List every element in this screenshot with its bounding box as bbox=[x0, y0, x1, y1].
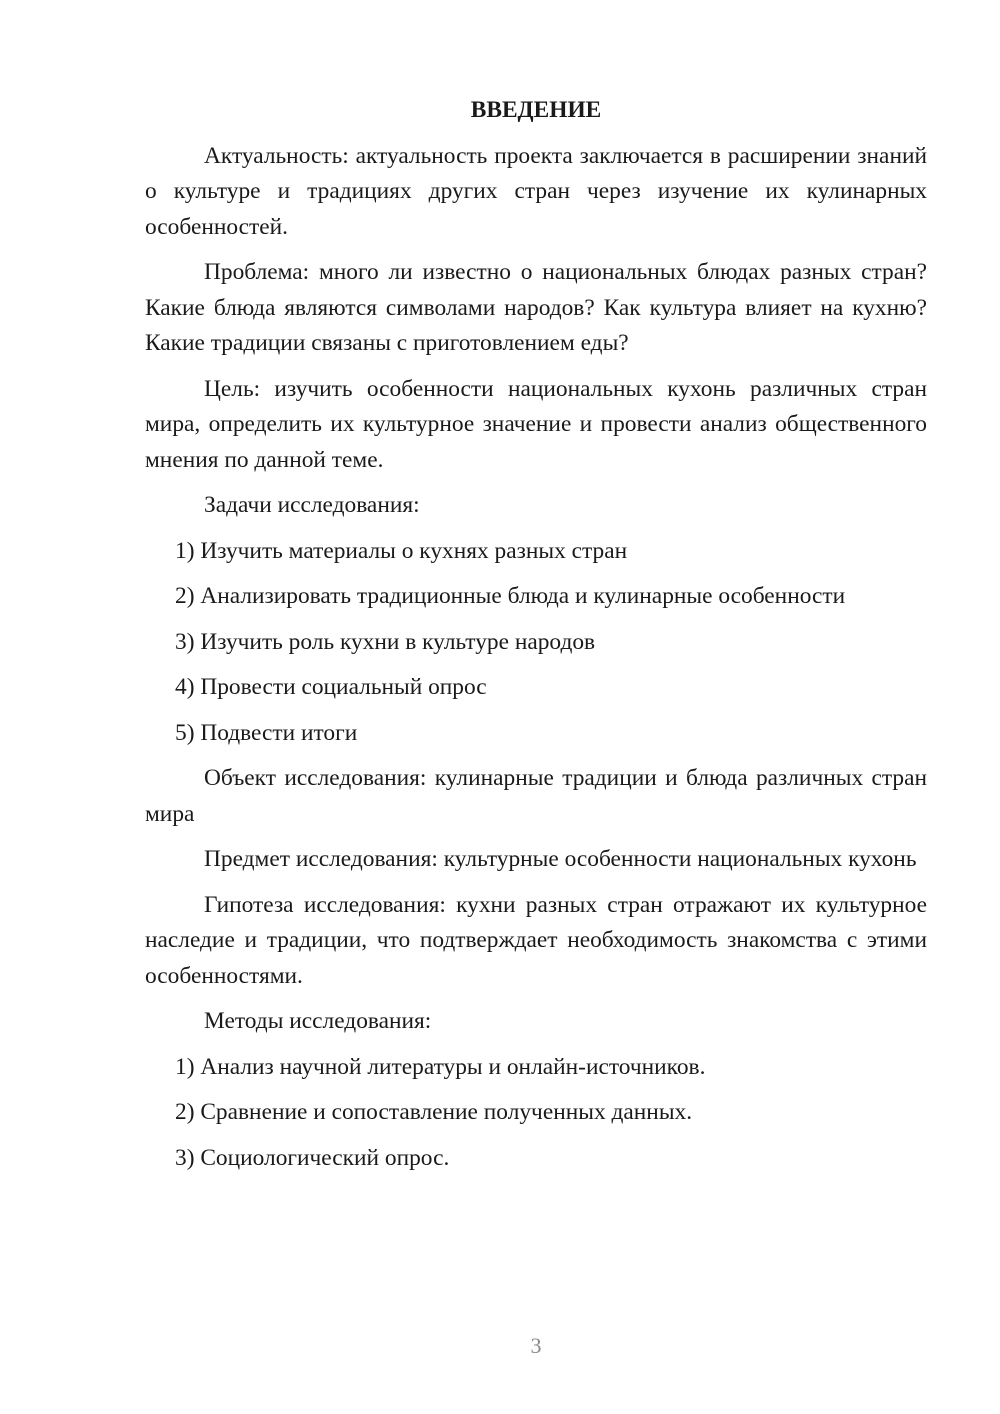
list-item: 2) Сравнение и сопоставление полученных данных. bbox=[175, 1099, 693, 1125]
subject-paragraph: Предмет исследования: культурные особенности национальных кухонь bbox=[204, 846, 917, 872]
list-item: 4) Провести социальный опрос bbox=[175, 674, 487, 700]
section-title: ВВЕДЕНИЕ bbox=[470, 97, 602, 123]
list-item: 3) Социологический опрос. bbox=[175, 1144, 450, 1171]
page-content bbox=[145, 93, 927, 1186]
hypothesis-paragraph: Гипотеза исследования: кухни разных стран отражают их культурное наследие и традиции, что подтверждает необходимость знакомства с этими особенностями. bbox=[145, 891, 927, 989]
list-item: 3) Изучить роль кухни в культуре народов bbox=[175, 628, 596, 655]
problem-paragraph: Проблема: много ли известно о национальных блюдах разных стран? Какие блюда являются символами народов? Как культура влияет на кухню? Какие традиции связаны с приготовлением еды? bbox=[145, 259, 927, 356]
list-item: 5) Подвести итоги bbox=[175, 719, 358, 746]
list-item: 1) Изучить материалы о кухнях разных стран bbox=[175, 537, 628, 564]
page-number: 3 bbox=[530, 1333, 542, 1358]
methods-list bbox=[145, 1050, 927, 1177]
relevance-paragraph: Актуальность: актуальность проекта заключается в расширении знаний о культуре и традициях других стран через изучение их кулинарных особенностей. bbox=[145, 142, 927, 240]
list-item: 1) Анализ научной литературы и онлайн-источников. bbox=[175, 1053, 706, 1080]
list-item: 2) Анализировать традиционные блюда и кулинарные особенности bbox=[175, 583, 846, 609]
tasks-label: Задачи исследования: bbox=[204, 492, 420, 518]
tasks-list bbox=[145, 534, 927, 752]
goal-paragraph: Цель: изучить особенности национальных кухонь различных стран мира, определить их культурное значение и провести анализ общественного мнения по данной теме. bbox=[145, 375, 927, 473]
methods-label: Методы исследования: bbox=[204, 1008, 432, 1034]
object-paragraph: Объект исследования: кулинарные традиции и блюда различных стран мира bbox=[145, 765, 927, 827]
